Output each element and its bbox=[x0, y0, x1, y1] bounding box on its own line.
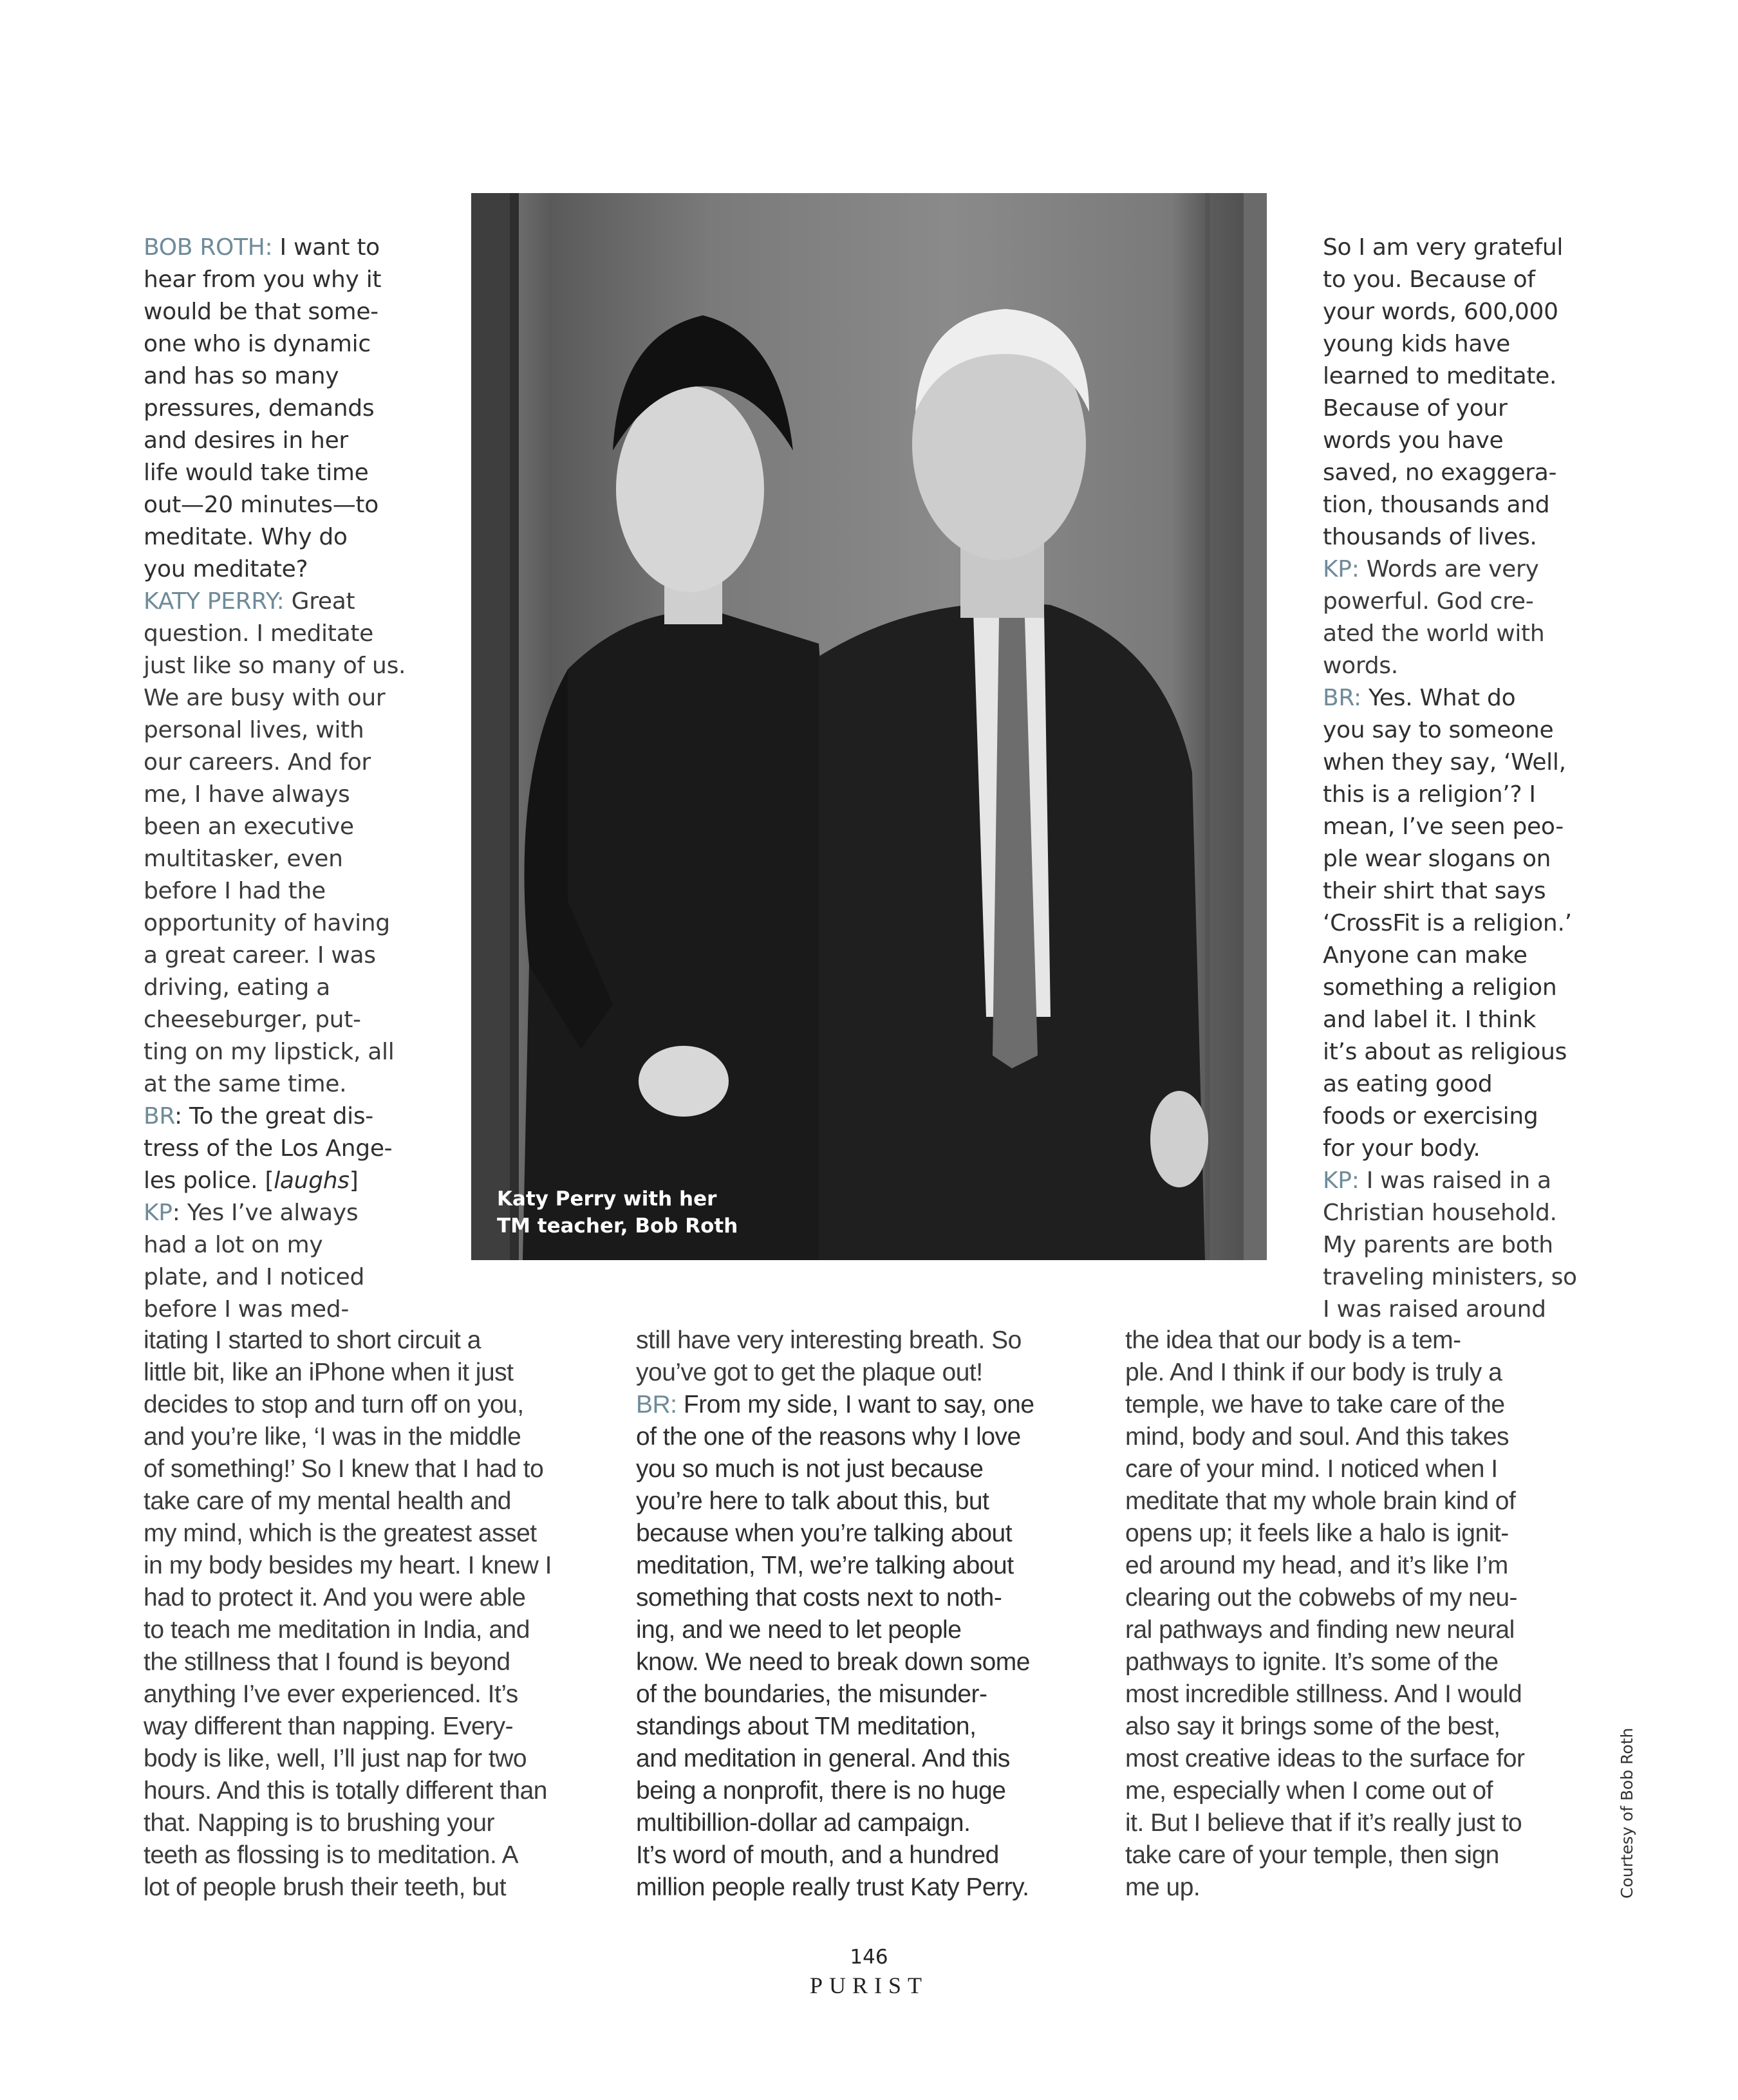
line-text: you so much is not just because bbox=[636, 1455, 984, 1483]
text-line bbox=[144, 1518, 537, 1550]
line-text: ed around my head, and it’s like I’m bbox=[1125, 1552, 1508, 1579]
caption-line-1: Katy Perry with her bbox=[497, 1187, 717, 1211]
text-line bbox=[144, 875, 326, 907]
text-line bbox=[636, 1389, 1034, 1421]
text-line bbox=[1125, 1678, 1522, 1711]
text-line bbox=[1323, 360, 1556, 393]
text-line bbox=[144, 1614, 530, 1646]
text-line bbox=[1125, 1839, 1499, 1872]
line-text: my mind, which is the greatest asset bbox=[144, 1519, 537, 1547]
line-text: it’s about as religious bbox=[1323, 1039, 1567, 1065]
text-line bbox=[1323, 425, 1503, 457]
text-line bbox=[144, 264, 381, 296]
text-line bbox=[1323, 650, 1398, 682]
text-line bbox=[144, 521, 348, 553]
line-text: you’re here to talk about this, but bbox=[636, 1487, 989, 1515]
line-text: I was raised in a bbox=[1366, 1167, 1551, 1194]
line-text: words. bbox=[1323, 653, 1398, 679]
line-text: question. I meditate bbox=[144, 620, 373, 647]
line-text: of something!’ So I knew that I had to bbox=[144, 1455, 544, 1483]
text-line bbox=[1125, 1711, 1500, 1743]
text-line bbox=[144, 1036, 394, 1068]
text-line bbox=[1323, 393, 1507, 425]
line-text: plate, and I noticed bbox=[144, 1264, 365, 1290]
text-line bbox=[144, 1357, 514, 1389]
text-line bbox=[144, 1485, 511, 1518]
line-text: young kids have bbox=[1323, 331, 1510, 357]
line-text: ting on my lipstick, all bbox=[144, 1039, 395, 1065]
text-line bbox=[1323, 1036, 1567, 1068]
text-line bbox=[1323, 1197, 1557, 1229]
text-line bbox=[636, 1807, 970, 1839]
text-line bbox=[144, 972, 330, 1004]
text-line bbox=[144, 714, 364, 747]
line-text: before I had the bbox=[144, 878, 326, 904]
line-text: and label it. I think bbox=[1323, 1007, 1537, 1033]
speaker-label: BR: bbox=[636, 1391, 684, 1418]
text-line bbox=[636, 1614, 961, 1646]
line-text: opportunity of having bbox=[144, 910, 390, 936]
photo-illustration bbox=[471, 193, 1267, 1260]
line-text: care of your mind. I noticed when I bbox=[1125, 1455, 1498, 1483]
text-line bbox=[1323, 682, 1515, 714]
text-line bbox=[1125, 1485, 1515, 1518]
line-text: out—20 minutes—to bbox=[144, 492, 378, 518]
line-text: tress of the Los Ange- bbox=[144, 1135, 393, 1162]
text-line bbox=[144, 1582, 525, 1614]
line-text: for your body. bbox=[1323, 1135, 1481, 1162]
text-line bbox=[1125, 1807, 1522, 1839]
line-text: body is like, well, I’ll just nap for two bbox=[144, 1745, 527, 1772]
text-line bbox=[1323, 747, 1566, 779]
text-line bbox=[144, 1261, 364, 1294]
text-line bbox=[1323, 1133, 1480, 1165]
line-text: me, I have always bbox=[144, 781, 350, 808]
text-line bbox=[636, 1518, 1012, 1550]
line-text: Yes. What do bbox=[1368, 685, 1516, 711]
text-line bbox=[1323, 457, 1556, 489]
line-text: itating I started to short circuit a bbox=[144, 1326, 481, 1354]
line-text: and you’re like, ‘I was in the middle bbox=[144, 1423, 521, 1451]
text-line bbox=[1323, 811, 1564, 843]
line-text: multitasker, even bbox=[144, 846, 343, 872]
text-line bbox=[1125, 1518, 1509, 1550]
line-text: before I was med- bbox=[144, 1296, 350, 1323]
speaker-label: BR bbox=[144, 1103, 175, 1129]
line-text: : Yes I’ve always bbox=[172, 1200, 359, 1226]
line-text: Words are very bbox=[1366, 556, 1539, 582]
text-line bbox=[144, 1197, 358, 1229]
line-text: to you. Because of bbox=[1323, 266, 1535, 293]
text-line bbox=[636, 1839, 999, 1872]
text-line bbox=[1125, 1872, 1200, 1904]
speaker-label: KP bbox=[144, 1200, 173, 1226]
line-text: life would take time bbox=[144, 460, 369, 486]
line-text: your words, 600,000 bbox=[1323, 299, 1558, 325]
text-line bbox=[144, 1068, 346, 1101]
text-line bbox=[144, 650, 406, 682]
line-text: and meditation in general. And this bbox=[636, 1745, 1010, 1772]
line-text: would be that some- bbox=[144, 299, 378, 325]
line-text: ated the world with bbox=[1323, 620, 1545, 647]
text-line bbox=[1323, 521, 1537, 553]
line-text: Christian household. bbox=[1323, 1200, 1557, 1226]
line-text: had to protect it. And you were able bbox=[144, 1584, 526, 1612]
photo-caption bbox=[497, 1185, 738, 1240]
line-text: as eating good bbox=[1323, 1071, 1493, 1097]
line-text: being a nonprofit, there is no huge bbox=[636, 1777, 1006, 1805]
line-text: It’s word of mouth, and a hundred bbox=[636, 1841, 999, 1869]
line-text: ‘CrossFit is a religion.’ bbox=[1323, 910, 1572, 936]
text-line bbox=[144, 1294, 349, 1326]
text-line bbox=[144, 1743, 527, 1775]
line-text: most creative ideas to the surface for bbox=[1125, 1745, 1525, 1772]
italic-text: laughs bbox=[274, 1167, 350, 1194]
text-line bbox=[144, 328, 371, 360]
line-text: ral pathways and finding new neural bbox=[1125, 1616, 1515, 1644]
text-line bbox=[144, 232, 380, 264]
line-text: powerful. God cre- bbox=[1323, 588, 1534, 615]
line-text: just like so many of us. bbox=[144, 653, 406, 679]
line-text: meditate that my whole brain kind of bbox=[1125, 1487, 1516, 1515]
line-text: meditation, TM, we’re talking about bbox=[636, 1552, 1014, 1579]
text-line bbox=[144, 1453, 543, 1485]
line-text: meditate. Why do bbox=[144, 524, 348, 550]
text-line bbox=[144, 1550, 552, 1582]
line-text: to teach me meditation in India, and bbox=[144, 1616, 530, 1644]
line-text: still have very interesting breath. So bbox=[636, 1326, 1022, 1354]
line-text: take care of my mental health and bbox=[144, 1487, 511, 1515]
text-line bbox=[1125, 1614, 1515, 1646]
line-text: at the same time. bbox=[144, 1071, 347, 1097]
text-line bbox=[1125, 1389, 1505, 1421]
line-text: saved, no exaggera- bbox=[1323, 460, 1557, 486]
line-text: teeth as flossing is to meditation. A bbox=[144, 1841, 519, 1869]
line-text: and desires in her bbox=[144, 427, 348, 454]
text-line bbox=[1125, 1324, 1461, 1357]
text-line bbox=[144, 586, 355, 618]
text-line bbox=[144, 1646, 510, 1678]
text-line bbox=[1323, 264, 1535, 296]
text-line bbox=[1323, 586, 1533, 618]
line-text: personal lives, with bbox=[144, 717, 364, 743]
speaker-label: BOB ROTH: bbox=[144, 234, 280, 261]
text-line bbox=[144, 296, 378, 328]
line-text: lot of people brush their teeth, but bbox=[144, 1873, 507, 1901]
text-line bbox=[1323, 328, 1510, 360]
text-line bbox=[1323, 1229, 1553, 1261]
text-line bbox=[636, 1485, 989, 1518]
text-line bbox=[144, 425, 348, 457]
line-text: one who is dynamic bbox=[144, 331, 371, 357]
text-line bbox=[1125, 1775, 1493, 1807]
line-text: way different than napping. Every- bbox=[144, 1713, 514, 1740]
line-text: the stillness that I found is beyond bbox=[144, 1648, 510, 1676]
line-text: the idea that our body is a tem- bbox=[1125, 1326, 1461, 1354]
line-text: clearing out the cobwebs of my neu- bbox=[1125, 1584, 1518, 1612]
line-text: So I am very grateful bbox=[1323, 234, 1564, 261]
line-text: me, especially when I come out of bbox=[1125, 1777, 1493, 1805]
text-line bbox=[1125, 1550, 1508, 1582]
line-text: their shirt that says bbox=[1323, 878, 1546, 904]
line-text: words you have bbox=[1323, 427, 1504, 454]
line-text: take care of your temple, then sign bbox=[1125, 1841, 1499, 1869]
photo-credit: Courtesy of Bob Roth bbox=[1618, 1727, 1636, 1899]
line-text: also say it brings some of the best, bbox=[1125, 1713, 1500, 1740]
speaker-label: KP: bbox=[1323, 1167, 1367, 1194]
text-line bbox=[144, 811, 354, 843]
line-text: hear from you why it bbox=[144, 266, 382, 293]
text-line bbox=[144, 843, 343, 875]
line-text: ple wear slogans on bbox=[1323, 846, 1551, 872]
text-line bbox=[1323, 779, 1536, 811]
line-text: Because of your bbox=[1323, 395, 1508, 422]
text-line bbox=[636, 1743, 1010, 1775]
line-text: know. We need to break down some bbox=[636, 1648, 1030, 1676]
line-text: when they say, ‘Well, bbox=[1323, 749, 1566, 776]
text-line bbox=[1323, 489, 1549, 521]
text-line bbox=[636, 1872, 1029, 1904]
line-text: million people really trust Katy Perry. bbox=[636, 1873, 1029, 1901]
line-text: you meditate? bbox=[144, 556, 308, 582]
line-text: that. Napping is to brushing your bbox=[144, 1809, 495, 1837]
line-text: cheeseburger, put- bbox=[144, 1007, 361, 1033]
text-line bbox=[1323, 875, 1546, 907]
speaker-label: BR: bbox=[1323, 685, 1369, 711]
line-text: a great career. I was bbox=[144, 942, 376, 969]
line-text: From my side, I want to say, one bbox=[683, 1391, 1034, 1418]
line-text: : To the great dis- bbox=[174, 1103, 373, 1129]
text-line bbox=[144, 1324, 481, 1357]
text-line bbox=[144, 1133, 392, 1165]
text-line bbox=[636, 1775, 1005, 1807]
text-line bbox=[144, 940, 376, 972]
line-text: you’ve got to get the plaque out! bbox=[636, 1359, 983, 1386]
text-line bbox=[636, 1646, 1030, 1678]
text-line bbox=[144, 1101, 373, 1133]
line-text: Great bbox=[291, 588, 355, 615]
text-line bbox=[1323, 1261, 1577, 1294]
line-text: mind, body and soul. And this takes bbox=[1125, 1423, 1509, 1451]
text-line bbox=[636, 1324, 1022, 1357]
text-line bbox=[144, 360, 339, 393]
line-text: standings about TM meditation, bbox=[636, 1713, 976, 1740]
line-text: I want to bbox=[279, 234, 380, 261]
line-text: of the one of the reasons why I love bbox=[636, 1423, 1021, 1451]
text-line bbox=[636, 1582, 1002, 1614]
text-line bbox=[144, 1711, 513, 1743]
caption-line-2: TM teacher, Bob Roth bbox=[497, 1214, 738, 1238]
text-line bbox=[1323, 843, 1551, 875]
line-text: something a religion bbox=[1323, 974, 1557, 1001]
line-text: My parents are both bbox=[1323, 1232, 1553, 1258]
text-line bbox=[144, 393, 374, 425]
text-line bbox=[1323, 296, 1558, 328]
text-line bbox=[1125, 1743, 1524, 1775]
text-line bbox=[1323, 714, 1553, 747]
text-line bbox=[1323, 972, 1556, 1004]
line-text: you say to someone bbox=[1323, 717, 1554, 743]
line-text: it. But I believe that if it’s really just to bbox=[1125, 1809, 1522, 1837]
line-text: our careers. And for bbox=[144, 749, 371, 776]
text-line bbox=[636, 1453, 983, 1485]
text-line bbox=[636, 1711, 976, 1743]
line-text: something that costs next to noth- bbox=[636, 1584, 1002, 1612]
text-line bbox=[144, 1807, 494, 1839]
line-text: hours. And this is totally different than bbox=[144, 1777, 547, 1805]
text-line bbox=[1323, 1068, 1492, 1101]
text-line bbox=[1323, 1294, 1546, 1326]
line-text: We are busy with our bbox=[144, 685, 386, 711]
line-text: had a lot on my bbox=[144, 1232, 323, 1258]
text-line bbox=[1323, 618, 1544, 650]
text-line bbox=[1323, 907, 1572, 940]
line-text: this is a religion’? I bbox=[1323, 781, 1536, 808]
text-line bbox=[144, 1678, 518, 1711]
line-text: learned to meditate. bbox=[1323, 363, 1557, 389]
text-line bbox=[144, 1775, 547, 1807]
text-line bbox=[144, 779, 350, 811]
line-text: temple, we have to take care of the bbox=[1125, 1391, 1505, 1418]
text-line bbox=[1125, 1582, 1517, 1614]
line-text: opens up; it feels like a halo is ignit- bbox=[1125, 1519, 1509, 1547]
line-text: I was raised around bbox=[1323, 1296, 1546, 1323]
text-line bbox=[144, 907, 390, 940]
masthead-logo: PURIST bbox=[809, 1973, 929, 1998]
text-line bbox=[636, 1678, 987, 1711]
text-line bbox=[1125, 1421, 1509, 1453]
text-line bbox=[144, 1389, 524, 1421]
text-line bbox=[1323, 1165, 1551, 1197]
speaker-label: KATY PERRY: bbox=[144, 588, 292, 615]
page-number: 146 bbox=[850, 1946, 888, 1969]
line-text: decides to stop and turn off on you, bbox=[144, 1391, 524, 1418]
line-text: pressures, demands bbox=[144, 395, 375, 422]
line-text: foods or exercising bbox=[1323, 1103, 1538, 1129]
text-line bbox=[1323, 1004, 1536, 1036]
text-line bbox=[1323, 232, 1563, 264]
line-text: les police. [ bbox=[144, 1167, 274, 1194]
line-text: of the boundaries, the misunder- bbox=[636, 1680, 987, 1708]
text-line bbox=[144, 1421, 521, 1453]
line-text: ple. And I think if our body is truly a bbox=[1125, 1359, 1502, 1386]
text-line bbox=[1323, 1101, 1538, 1133]
text-line bbox=[1125, 1453, 1498, 1485]
line-text: me up. bbox=[1125, 1873, 1201, 1901]
text-line bbox=[144, 1165, 358, 1197]
line-text: mean, I’ve seen peo- bbox=[1323, 813, 1564, 840]
text-line bbox=[1125, 1357, 1502, 1389]
line-text: because when you’re talking about bbox=[636, 1519, 1013, 1547]
line-text: Anyone can make bbox=[1323, 942, 1528, 969]
line-text: pathways to ignite. It’s some of the bbox=[1125, 1648, 1499, 1676]
photo-katy-perry-bob-roth bbox=[471, 193, 1267, 1260]
text-line bbox=[636, 1550, 1014, 1582]
text-line bbox=[144, 1229, 322, 1261]
text-line bbox=[1125, 1646, 1499, 1678]
speaker-label: KP: bbox=[1323, 556, 1367, 582]
line-text: tion, thousands and bbox=[1323, 492, 1550, 518]
text-line bbox=[144, 618, 373, 650]
line-text: anything I’ve ever experienced. It’s bbox=[144, 1680, 518, 1708]
line-text: and has so many bbox=[144, 363, 339, 389]
line-text-after: ] bbox=[349, 1167, 359, 1194]
text-line bbox=[144, 1872, 506, 1904]
text-line bbox=[144, 682, 385, 714]
text-line bbox=[1323, 940, 1528, 972]
line-text: in my body besides my heart. I knew I bbox=[144, 1552, 552, 1579]
text-line bbox=[636, 1357, 983, 1389]
text-line bbox=[144, 747, 371, 779]
text-line bbox=[144, 457, 369, 489]
text-line bbox=[144, 553, 308, 586]
line-text: thousands of lives. bbox=[1323, 524, 1537, 550]
text-line bbox=[1323, 553, 1538, 586]
line-text: driving, eating a bbox=[144, 974, 330, 1001]
line-text: ing, and we need to let people bbox=[636, 1616, 962, 1644]
text-line bbox=[636, 1421, 1021, 1453]
line-text: little bit, like an iPhone when it just bbox=[144, 1359, 514, 1386]
line-text: traveling ministers, so bbox=[1323, 1264, 1577, 1290]
line-text: been an executive bbox=[144, 813, 354, 840]
line-text: most incredible stillness. And I would bbox=[1125, 1680, 1522, 1708]
text-line bbox=[144, 1839, 518, 1872]
text-line bbox=[144, 1004, 361, 1036]
text-line bbox=[144, 489, 378, 521]
line-text: multibillion-dollar ad campaign. bbox=[636, 1809, 971, 1837]
